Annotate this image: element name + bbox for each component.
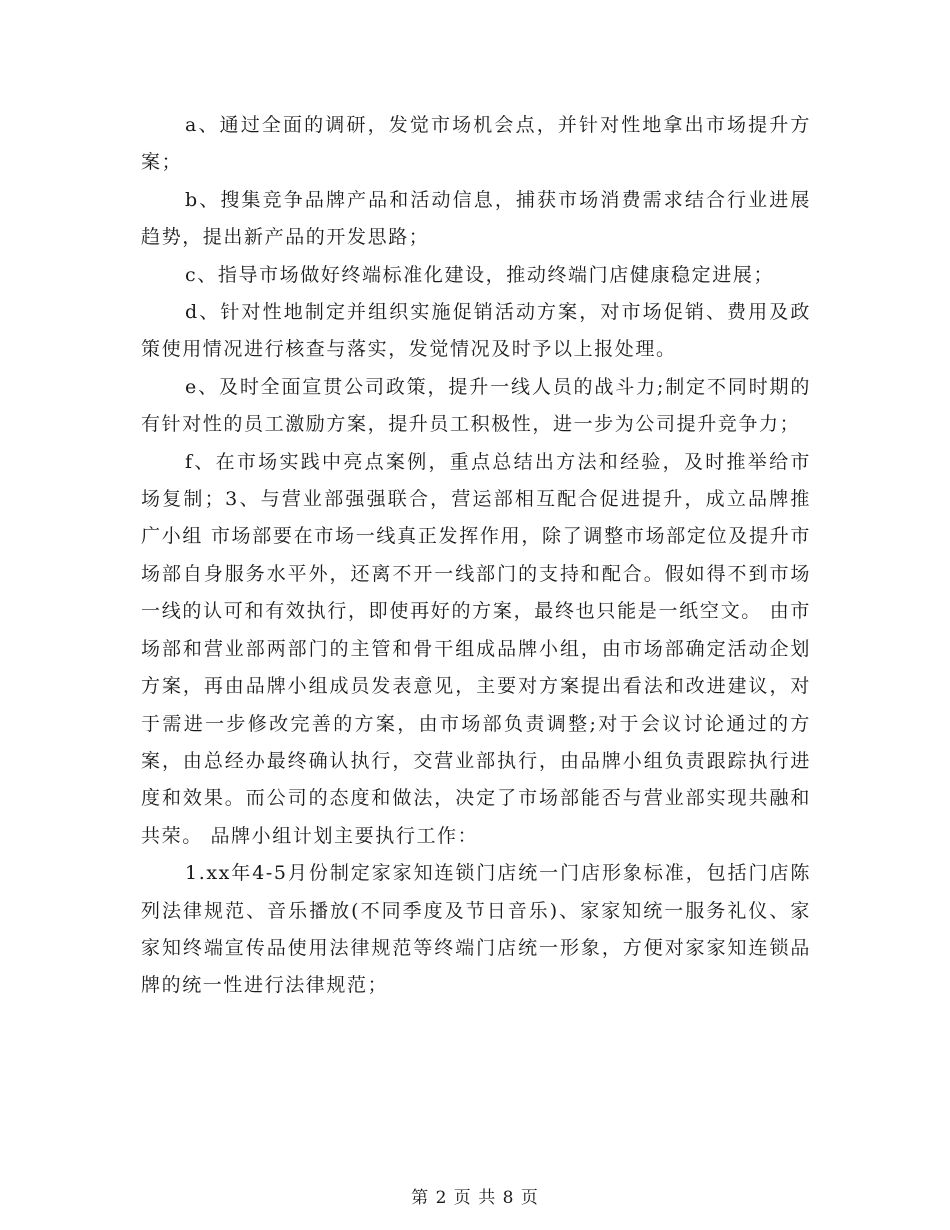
paragraph-e: e、及时全面宣贯公司政策，提升一线人员的战斗力;制定不同时期的有针对性的员工激励方案，提升员工积极性，进一步为公司提升竞争力；: [141, 375, 811, 436]
paragraph-1: 1.xx年4-5月份制定家家知连锁门店统一门店形象标准，包括门店陈列法律规范、音乐播放(不同季度及节日音乐)、家家知统一服务礼仪、家家知终端宣传品使用法律规范等终端门店统一形象，方便对家家知连锁品牌的统一性进行法律规范；: [141, 862, 811, 997]
paragraph-b: b、搜集竞争品牌产品和活动信息，捕获市场消费需求结合行业进展趋势，提出新产品的开发思路；: [141, 188, 811, 249]
paragraph-f: f、在市场实践中亮点案例，重点总结出方法和经验，及时推举给市场复制；3、与营业部强强联合，营运部相互配合促进提升，成立品牌推广小组 市场部要在市场一线真正发挥作用，除了调整市场部定位及提升市场部自身服务水平外，还离不开一线部门的支持和配合。假如得不到市场一线的认可和有效执行，即使再好的方案，最终也只能是一纸空文。 由市场部和营业部两部门的主管和骨干组成品牌小组，由市场部确定活动企划方案，再由品牌小组成员发表意见，主要对方案提出看法和改进建议，对于需进一步修改完善的方案，由市场部负责调整;对于会议讨论通过的方案，由总经办最终确认执行，交营业部执行，由品牌小组负责跟踪执行进度和效果。而公司的态度和做法，决定了市场部能否与营业部实现共融和共荣。 品牌小组计划主要执行工作：: [141, 450, 811, 847]
page-number: 第 2 页 共 8 页: [411, 1188, 539, 1208]
page-footer: [0, 1183, 950, 1208]
paragraph-d: d、针对性地制定并组织实施促销活动方案，对市场促销、费用及政策使用情况进行核查与落实，发觉情况及时予以上报处理。: [141, 301, 811, 361]
paragraph-c: c、指导市场做好终端标准化建设，推动终端门店健康稳定进展；: [185, 263, 775, 286]
document-body: [141, 107, 811, 1005]
paragraph-a: a、通过全面的调研，发觉市场机会点，并针对性地拿出市场提升方案；: [141, 114, 811, 174]
